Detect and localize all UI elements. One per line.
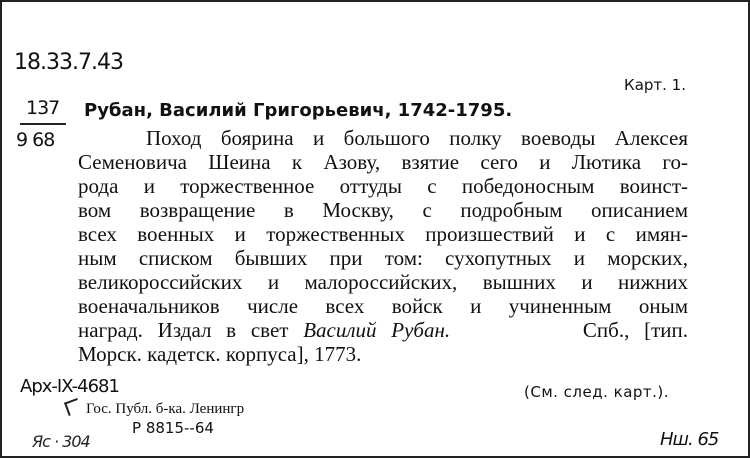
title-line: Семеновича Шеина к Азову, взятие сего и Лютика го- [78, 150, 688, 174]
shelf-mark-bottom: 9 68 [16, 129, 55, 151]
shelf-mark-divider [20, 123, 66, 125]
title-line: всех военных и торжественных произшествий и с имян- [78, 222, 688, 246]
title-line: военачальников числе всех войск и учиненным оным [78, 294, 688, 318]
registry-number: Р 8815--64 [132, 419, 214, 437]
imprint-prefix: наград. Издал в свет [78, 318, 304, 342]
inventory-number: Арх-IX-4681 [20, 376, 119, 397]
see-next-card: (См. след. карт.). [524, 383, 670, 401]
publisher-name: Василий Рубан. [303, 318, 451, 342]
title-description [78, 126, 688, 366]
title-line: Поход боярина и большого полку воеводы Алексея [146, 126, 688, 150]
title-line: вом возвращение в Москву, с подробным описанием [78, 198, 688, 222]
call-number: 18.33.7.43 [14, 50, 123, 75]
shelf-mark-top: 137 [26, 97, 60, 119]
imprint-place: Спб., [тип. [582, 318, 688, 342]
library-stamp: Гос. Публ. б-ка. Ленингр [86, 401, 245, 417]
bottom-right-mark: Нш. 65 [660, 429, 719, 450]
card-number: Карт. 1. [624, 76, 686, 94]
imprint-line [78, 318, 688, 342]
title-line: рода и торжественное оттуды с победоносным воинст- [78, 174, 688, 198]
author-heading: Рубан, Василий Григорьевич, 1742-1795. [84, 100, 513, 121]
check-mark-icon [64, 398, 82, 416]
imprint-date-line: Морск. кадетск. корпуса], 1773. [78, 342, 362, 366]
bottom-left-mark: Яс · 304 [32, 432, 90, 451]
title-line: великороссийских и малороссийских, вышних и нижних [78, 270, 688, 294]
card-border-left [0, 0, 2, 458]
title-line: ным списком бывших при том: сухопутных и морских, [78, 246, 688, 270]
card-border-top [0, 0, 750, 2]
